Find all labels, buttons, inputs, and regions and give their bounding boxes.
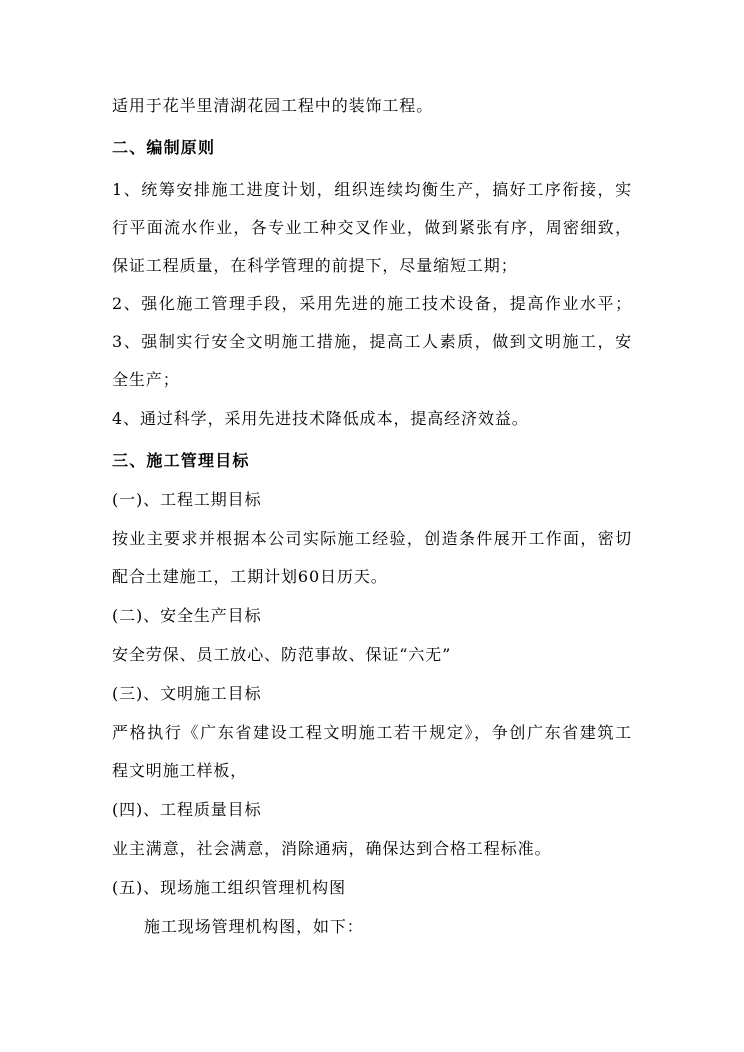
principle-1-line-3: 保证工程质量，在科学管理的前提下，尽量缩短工期； [112, 256, 518, 275]
goal-2-text: 安全劳保、员工放心、防范事故、保证“六无” [112, 645, 452, 664]
principle-3-line-2: 全生产； [112, 370, 180, 389]
section-heading-principles: 二、编制原则 [112, 138, 216, 157]
goal-3-heading: (三)、文明施工目标 [112, 684, 262, 703]
principle-3-line-1: 3、强制实行安全文明施工措施，提高工人素质，做到文明施工，安 [112, 332, 632, 351]
principle-1-line-2: 行平面流水作业，各专业工种交叉作业，做到紧张有序，周密细致， [112, 218, 632, 237]
principle-2: 2、强化施工管理手段，采用先进的施工技术设备，提高作业水平； [112, 294, 632, 313]
goal-4-text: 业主满意，社会满意，消除通病，确保达到合格工程标准。 [112, 839, 552, 858]
goal-3-text-line-2: 程文明施工样板， [112, 761, 248, 780]
goal-1-text-line-1: 按业主要求并根据本公司实际施工经验，创造条件展开工作面，密切 [112, 529, 632, 548]
goal-1-text-line-2: 配合土建施工，工期计划60日历天。 [112, 567, 388, 586]
intro-text: 适用于花半里清湖花园工程中的装饰工程。 [112, 96, 434, 115]
principle-1-line-1: 1、统筹安排施工进度计划，组织连续均衡生产，搞好工序衔接，实 [112, 180, 632, 199]
goal-3-text-line-1: 严格执行《广东省建设工程文明施工若干规定》，争创广东省建筑工 [112, 723, 632, 742]
section-heading-goals: 三、施工管理目标 [112, 451, 250, 470]
org-chart-caption: 施工现场管理机构图，如下： [144, 917, 364, 936]
goal-5-heading: (五)、现场施工组织管理机构图 [112, 878, 346, 897]
goal-4-heading: (四)、工程质量目标 [112, 800, 262, 819]
goal-2-heading: (二)、安全生产目标 [112, 606, 262, 625]
principle-4: 4、通过科学，采用先进技术降低成本，提高经济效益。 [112, 409, 529, 428]
goal-1-heading: (一)、工程工期目标 [112, 490, 262, 509]
